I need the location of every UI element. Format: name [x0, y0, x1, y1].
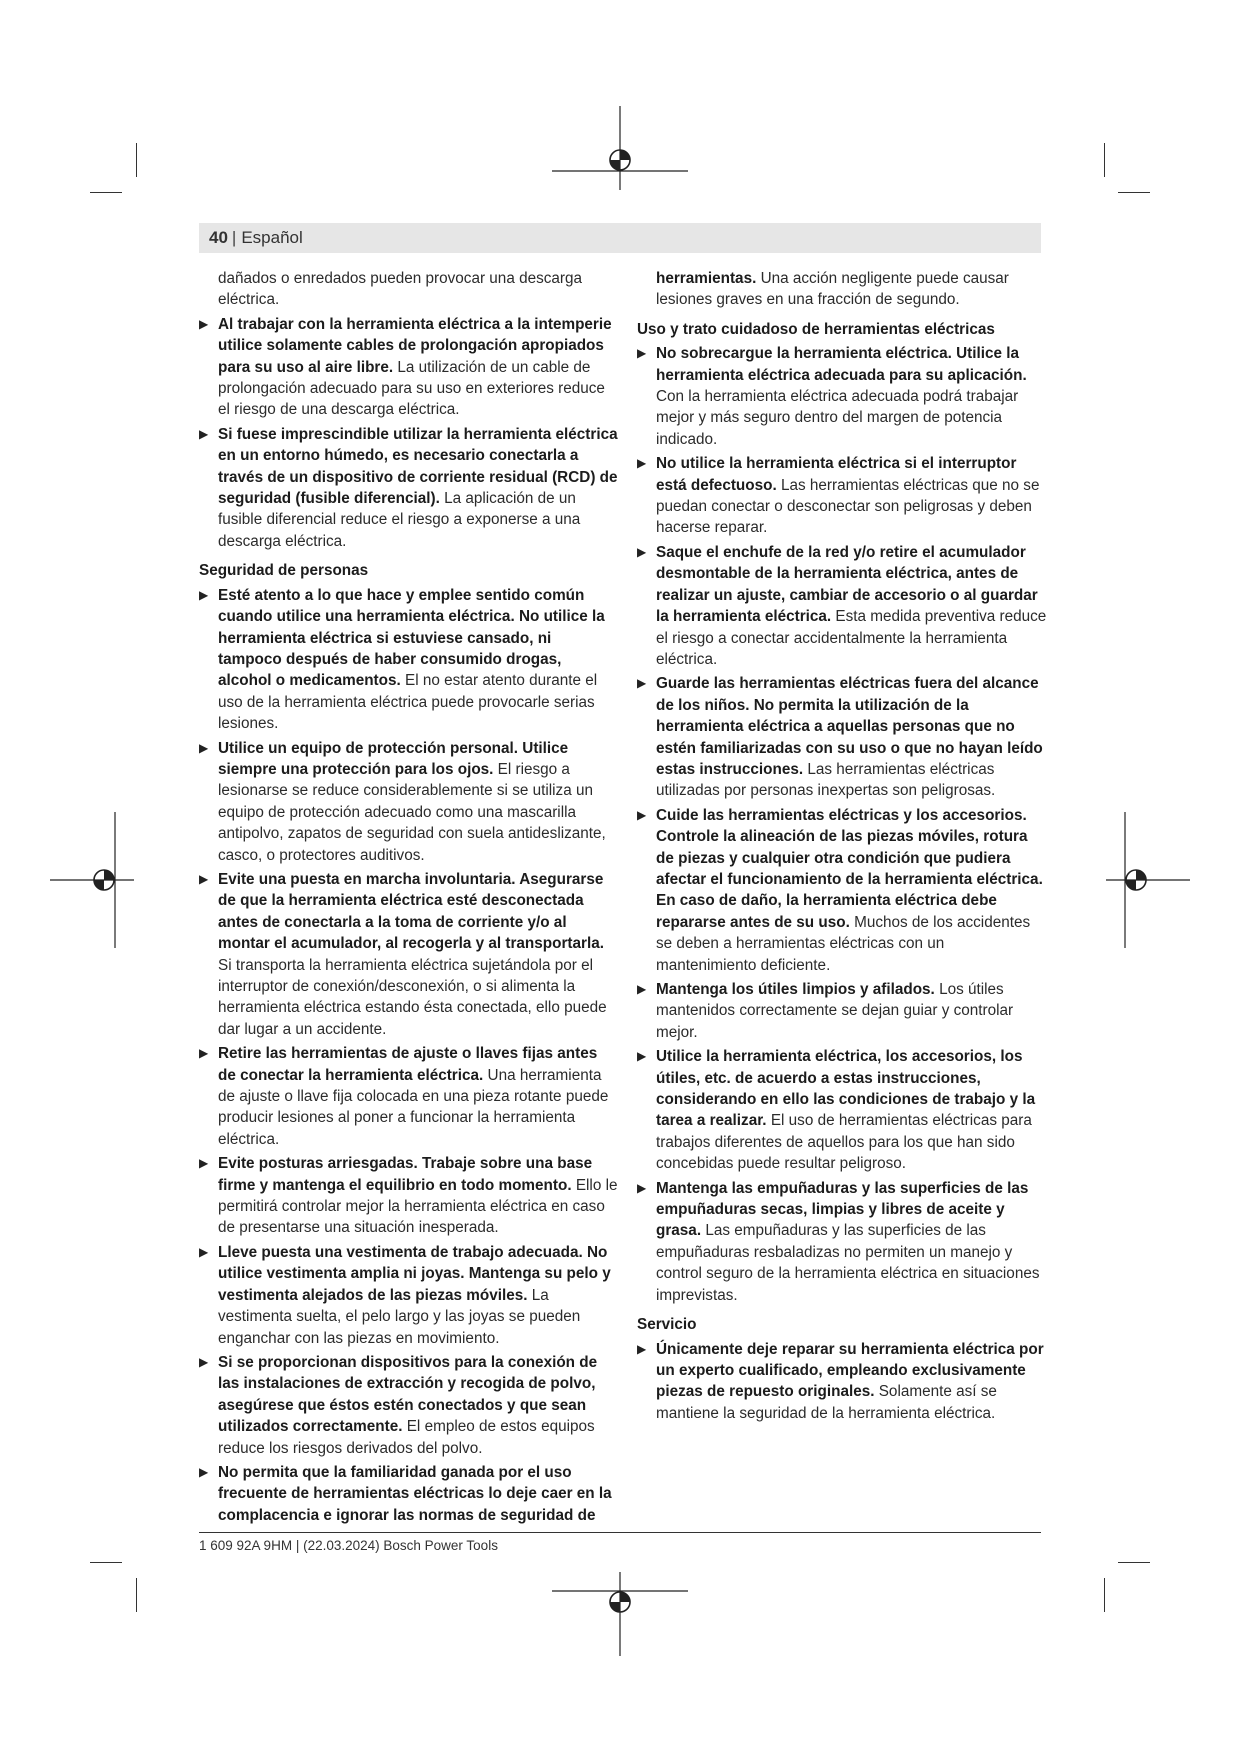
footer-divider — [199, 1532, 1041, 1533]
item-bold-text: No sobrecargue la herramienta eléctrica. Utilice la herramienta eléctrica adecuada para su aplicación. — [656, 345, 1027, 384]
list-item — [199, 1043, 619, 1150]
item-text: Las herramientas eléctricas que no se puedan conectar o desconectar son peligrosas y deben hacerse reparar. — [656, 476, 1040, 537]
list-item — [637, 343, 1047, 450]
bullet-arrow-icon: ▶ — [637, 676, 647, 691]
list-item — [637, 979, 1047, 1043]
item-text: Ello le permitirá controlar mejor la herramienta eléctrica en caso de presentarse una situación inesperada. — [218, 1176, 618, 1237]
bullet-arrow-icon: ▶ — [637, 346, 647, 361]
item-bold-text: Lleve puesta una vestimenta de trabajo adecuada. No utilice vestimenta amplia ni joyas. Mantenga su pelo y vestimenta alejados de las piezas móviles. — [218, 1243, 611, 1304]
item-text: Las herramientas eléctricas utilizadas por personas inexpertas son peligrosas. — [656, 760, 996, 800]
bullet-arrow-icon: ▶ — [637, 1180, 647, 1195]
item-bold-text: Saque el enchufe de la red y/o retire el acumulador desmontable de la herramienta eléctrica, antes de realizar un ajuste, cambiar de accesorio o al guardar la herramienta eléctrica. — [656, 543, 1038, 626]
item-text: El no estar atento durante el uso de la herramienta eléctrica puede provocarle serias lesiones. — [218, 672, 598, 733]
page-number: 40 — [209, 228, 228, 247]
item-bold-text: No utilice la herramienta eléctrica si el interruptor está defectuoso. — [656, 455, 1017, 494]
header-separator: | — [231, 228, 237, 247]
item-bold-text: Al trabajar con la herramienta eléctrica a la intemperie utilice solamente cables de prolongación apropiados para su uso al aire libre. — [218, 315, 612, 376]
crop-mark — [1118, 192, 1150, 193]
item-bold-text: Guarde las herramientas eléctricas fuera del alcance de los niños. No permita la utilización de la herramienta eléctrica a aquellas personas que no estén familiarizadas con su uso o que no hayan leído estas instrucciones. — [656, 675, 1043, 778]
item-text: El uso de herramientas eléctricas para trabajos diferentes de aquellos para los que han sido concebidas puede resultar peligroso. — [656, 1112, 1032, 1173]
item-bold-text: Evite una puesta en marcha involuntaria. Asegurarse de que la herramienta eléctrica esté desconectada antes de conectarla a la toma de corriente y/o al montar el acumulador, al recogerla y al transportarla. — [218, 870, 604, 953]
section-heading: Servicio — [637, 1316, 697, 1334]
page-header — [199, 223, 1041, 253]
bullet-arrow-icon: ▶ — [199, 1464, 209, 1479]
bullet-arrow-icon: ▶ — [199, 426, 209, 441]
item-text: Los útiles mantenidos correctamente se dejan guiar y controlar mejor. — [656, 981, 1014, 1041]
header-language: Español — [241, 228, 303, 247]
list-item — [199, 1462, 619, 1526]
item-bold-text: Mantenga los útiles limpios y afilados. — [656, 981, 935, 998]
list-item — [199, 314, 619, 421]
list-item — [199, 1352, 619, 1459]
item-bold-text: Utilice la herramienta eléctrica, los accesorios, los útiles, etc. de acuerdo a estas instrucciones, considerando en ello las condiciones de trabajo y la tarea a realizar. — [656, 1048, 1036, 1130]
crop-mark — [136, 1578, 137, 1612]
item-text: Muchos de los accidentes se deben a herramientas eléctricas con un mantenimiento deficiente. — [656, 913, 1031, 974]
crop-mark — [1104, 143, 1105, 177]
item-bold-text: Mantenga las empuñaduras y las superficies de las empuñaduras secas, limpias y libres de aceite y grasa. — [656, 1179, 1029, 1240]
registration-mark-icon — [1106, 812, 1190, 948]
item-text: El riesgo a lesionarse se reduce considerablemente si se utiliza un equipo de protección adecuado como una mascarilla antipolvo, zapatos de seguridad con suela antideslizante, casco, o protectores auditivos. — [218, 760, 606, 864]
item-text: El empleo de estos equipos reduce los riesgos derivados del polvo. — [218, 1418, 595, 1457]
bullet-arrow-icon: ▶ — [199, 316, 209, 331]
bullet-arrow-icon: ▶ — [199, 587, 209, 602]
bullet-arrow-icon: ▶ — [199, 1244, 209, 1259]
item-bold-text: Retire las herramientas de ajuste o llaves fijas antes de conectar la herramienta eléctrica. — [218, 1045, 598, 1084]
list-item — [637, 1046, 1047, 1174]
item-text: La vestimenta suelta, el pelo largo y las joyas se pueden enganchar con las piezas en movimiento. — [218, 1286, 581, 1347]
bullet-arrow-icon: ▶ — [199, 871, 209, 886]
bullet-arrow-icon: ▶ — [637, 1049, 647, 1064]
registration-mark-icon — [552, 1572, 688, 1656]
list-item — [637, 453, 1047, 539]
item-bold-text: Evite posturas arriesgadas. Trabaje sobre una base firme y mantenga el equilibrio en todo momento. — [218, 1155, 593, 1194]
bullet-arrow-icon: ▶ — [637, 456, 647, 471]
item-text: La utilización de un cable de prolongación adecuado para su uso en exteriores reduce el riesgo de una descarga eléctrica. — [218, 358, 605, 419]
item-bold-text: No permita que la familiaridad ganada por el uso frecuente de herramientas eléctricas lo deje caer en la complacencia e ignorar las normas de seguridad de — [218, 1463, 612, 1524]
bullet-arrow-icon: ▶ — [199, 740, 209, 755]
continued-paragraph — [637, 268, 1047, 311]
item-bold-text: Si se proporcionan dispositivos para la conexión de las instalaciones de extracción y recogida de polvo, asegúrese que éstos estén conectados y que sean utilizados correctamente. — [218, 1353, 598, 1436]
crop-mark — [90, 192, 122, 193]
list-item — [637, 1339, 1047, 1425]
bullet-arrow-icon: ▶ — [637, 544, 647, 559]
crop-mark — [90, 1562, 122, 1563]
left-column — [199, 268, 619, 1529]
bullet-arrow-icon: ▶ — [637, 982, 647, 996]
list-item — [199, 738, 619, 866]
item-text: Las empuñaduras y las superficies de las empuñaduras resbaladizas no permiten un manejo y control seguro de la herramienta eléctrica en situaciones imprevistas. — [656, 1222, 1040, 1304]
item-bold-text: Únicamente deje reparar su herramienta eléctrica por un experto cualificado, empleando exclusivamente piezas de repuesto originales. — [656, 1340, 1044, 1401]
crop-mark — [1118, 1562, 1150, 1563]
registration-mark-icon — [552, 106, 688, 190]
crop-mark — [136, 143, 137, 177]
item-text: Solamente así se mantiene la seguridad de la herramienta eléctrica. — [656, 1383, 997, 1422]
page-footer: 1 609 92A 9HM | (22.03.2024) Bosch Power Tools — [199, 1538, 498, 1553]
item-bold-text: Utilice un equipo de protección personal. Utilice siempre una protección para los ojos. — [218, 739, 569, 778]
list-item — [199, 1242, 619, 1349]
item-text: Con la herramienta eléctrica adecuada podrá trabajar mejor y más seguro dentro del margen de potencia indicado. — [656, 388, 1019, 448]
item-bold-text: Cuide las herramientas eléctricas y los accesorios. Controle la alineación de las piezas móviles, rotura de piezas y cualquier otra condición que pudiera afectar el funcionamiento de la herramienta eléctrica. En caso de daño, la herramienta eléctrica debe repararse antes de su uso. — [656, 806, 1043, 931]
list-item — [199, 585, 619, 735]
item-text: Una acción negligente puede causar lesiones graves en una fracción de segundo. — [656, 270, 1009, 309]
item-text: Una herramienta de ajuste o llave fija colocada en una pieza rotante puede producir lesiones al poner a funcionar la herramienta eléctrica. — [218, 1066, 609, 1148]
list-item — [637, 805, 1047, 976]
registration-mark-icon — [50, 812, 134, 948]
right-column — [637, 268, 1047, 1427]
bullet-arrow-icon: ▶ — [637, 1341, 647, 1356]
list-item — [637, 1178, 1047, 1306]
item-bold-text: herramientas. — [656, 270, 757, 287]
list-item — [199, 869, 619, 1040]
section-heading: Seguridad de personas — [199, 562, 369, 580]
crop-mark — [1104, 1578, 1105, 1612]
bullet-arrow-icon: ▶ — [199, 1354, 209, 1369]
section-heading: Uso y trato cuidadoso de herramientas eléctricas — [637, 320, 995, 338]
item-text: Esta medida preventiva reduce el riesgo a conectar accidentalmente la herramienta eléctrica. — [656, 608, 1047, 668]
list-item — [199, 424, 619, 552]
list-item — [637, 673, 1047, 801]
item-bold-text: Esté atento a lo que hace y emplee sentido común cuando utilice una herramienta eléctrica. No utilice la herramienta eléctrica si estuviese cansado, ni tampoco después de haber consumido drogas, alcohol o medicamentos. — [218, 586, 605, 690]
item-text: La aplicación de un fusible diferencial reduce el riesgo a exponerse a una descarga eléctrica. — [218, 490, 581, 550]
item-bold-text: Si fuese imprescindible utilizar la herramienta eléctrica en un entorno húmedo, es necesario conectarla a través de un dispositivo de corriente residual (RCD) de seguridad (fusible diferencial). — [218, 425, 618, 508]
bullet-arrow-icon: ▶ — [199, 1156, 209, 1171]
bullet-arrow-icon: ▶ — [637, 807, 647, 822]
list-item — [637, 542, 1047, 670]
item-text: Si transporta la herramienta eléctrica sujetándola por el interruptor de conexión/desconexión, o si alimenta la herramienta eléctrica estando ésta conectada, ello puede dar lugar a un accidente. — [218, 956, 607, 1038]
continued-paragraph: dañados o enredados pueden provocar una descarga eléctrica. — [218, 270, 583, 309]
bullet-arrow-icon: ▶ — [199, 1046, 209, 1061]
list-item — [199, 1153, 619, 1239]
